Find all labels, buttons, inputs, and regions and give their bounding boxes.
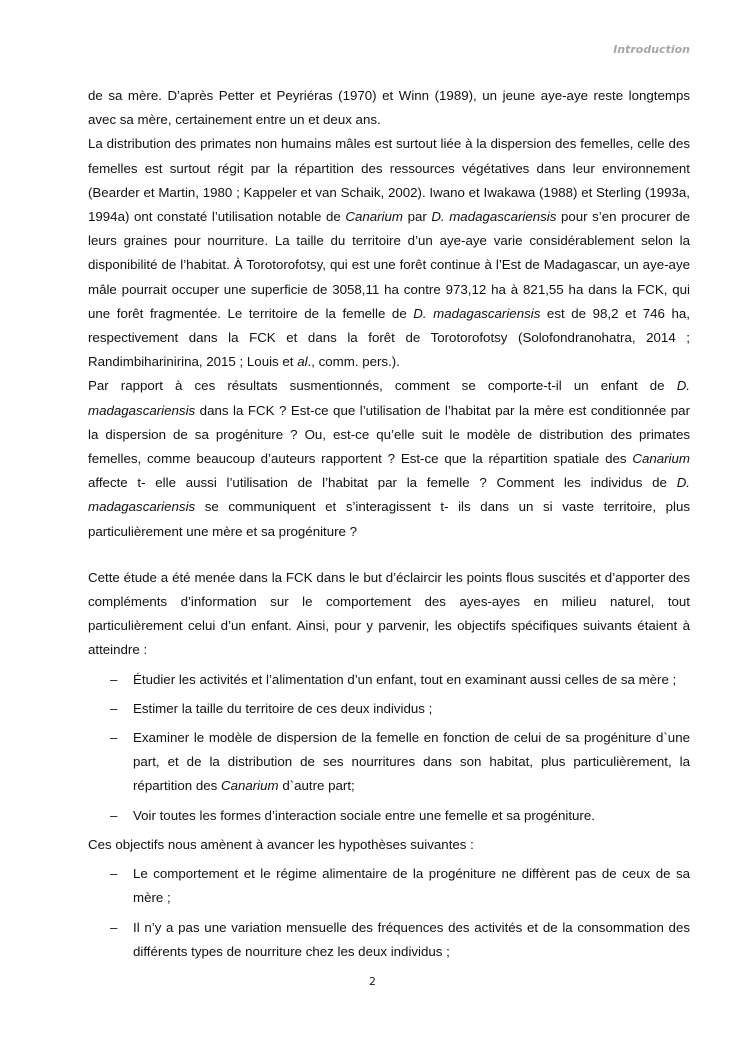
objectives-list bbox=[88, 668, 690, 828]
italic-term: Canarium bbox=[632, 451, 690, 467]
paragraph-continuation: de sa mère. D’après Petter et Peyriéras (1970) et Winn (1989), un jeune aye-aye reste longtemps avec sa mère, certainement entre un et deux ans. bbox=[88, 88, 690, 128]
paragraph-hypotheses-intro: Ces objectifs nous amènent à avancer les hypothèses suivantes : bbox=[88, 836, 474, 852]
objective-item: – Examiner le modèle de dispersion de la femelle en fonction de celui de sa progéniture d`une part, et de la distribution de ses nourritures dans son habitat, plus particulièrement, la répartition des Canarium d`autre part; bbox=[88, 726, 690, 799]
italic-term: Canarium bbox=[345, 209, 403, 225]
paragraph-primate-distribution: La distribution des primates non humains mâles est surtout liée à la dispersion des femelles, celle des femelles est surtout régit par la répartition des ressources végétatives dans leur environnement (Bearder et Martin, 1980 ; Kappeler et van Schaik, 2002). Iwano et Iwakawa (1988) et Sterling (1993a, 1994a) ont constaté l’utilisation notable de Canarium par D. madagascariensis pour s’en procurer de leurs graines pour nourriture. La taille du territoire d’un aye-aye varie considérablement selon la disponibilité de l’habitat. À Torotorofotsy, qui est une forêt continue à l’Est de Madagascar, un aye-aye mâle pourrait occuper une superficie de 3058,11 ha contre 973,12 ha à 821,55 ha dans la FCK, qui une forêt fragmentée. Le territoire de la femelle de D. madagascariensis est de 98,2 et 746 ha, respectivement dans la FCK et dans la forêt de Torotorofotsy (Solofondranohatra, 2014 ; Randimbiharinirina, 2015 ; Louis et al., comm. pers.). bbox=[88, 136, 690, 370]
main-content bbox=[88, 84, 690, 969]
hypothesis-item: – Il n’y a pas une variation mensuelle des fréquences des activités et de la consommation des différents types de nourriture chez les deux individus ; bbox=[88, 916, 690, 964]
italic-term: al bbox=[297, 354, 308, 370]
hypotheses-list bbox=[88, 862, 690, 964]
italic-term: D. madagascariensis bbox=[88, 378, 690, 418]
objective-item: – Voir toutes les formes d’interaction sociale entre une femelle et sa progéniture. bbox=[88, 804, 690, 828]
italic-term: D. madagascariensis bbox=[88, 475, 690, 515]
italic-term: Canarium bbox=[220, 778, 279, 794]
hypothesis-item: – Le comportement et le régime alimentaire de la progéniture ne diffèrent pas de ceux de sa mère ; bbox=[88, 862, 690, 910]
italic-term: D. madagascariensis bbox=[413, 305, 541, 321]
paragraph-study-aims: Cette étude a été menée dans la FCK dans le but d’éclaircir les points flous suscités et d’apporter des compléments d’information sur le comportement des ayes-ayes en milieu naturel, tout particulièrement celui d’un enfant. Ainsi, pour y parvenir, les objectifs spécifiques suivants étaient à atteindre : bbox=[88, 569, 690, 658]
page-number: 2 bbox=[369, 975, 376, 988]
objective-item: – Estimer la taille du territoire de ces deux individus ; bbox=[88, 697, 690, 721]
italic-term: D. madagascariensis bbox=[431, 209, 557, 225]
objective-item: – Étudier les activités et l’alimentation d’un enfant, tout en examinant aussi celles de sa mère ; bbox=[88, 668, 690, 692]
paragraph-research-questions: Par rapport à ces résultats susmentionnés, comment se comporte-t-il un enfant de D. madagascariensis dans la FCK ? Est-ce que l’utilisation de l’habitat par la mère est conditionnée par la dispersion de sa progéniture ? Ou, est-ce qu’elle suit le modèle de distribution des primates femelles, comme beaucoup d’auteurs rapportent ? Est-ce que la répartition spatiale des Canarium affecte t- elle aussi l’utilisation de l’habitat par la femelle ? Comment les individus de D. madagascariensis se communiquent et s’interagissent t- ils dans un si vaste territoire, plus particulièrement une mère et sa progéniture ? bbox=[88, 378, 690, 539]
running-header: Introduction bbox=[613, 43, 690, 56]
